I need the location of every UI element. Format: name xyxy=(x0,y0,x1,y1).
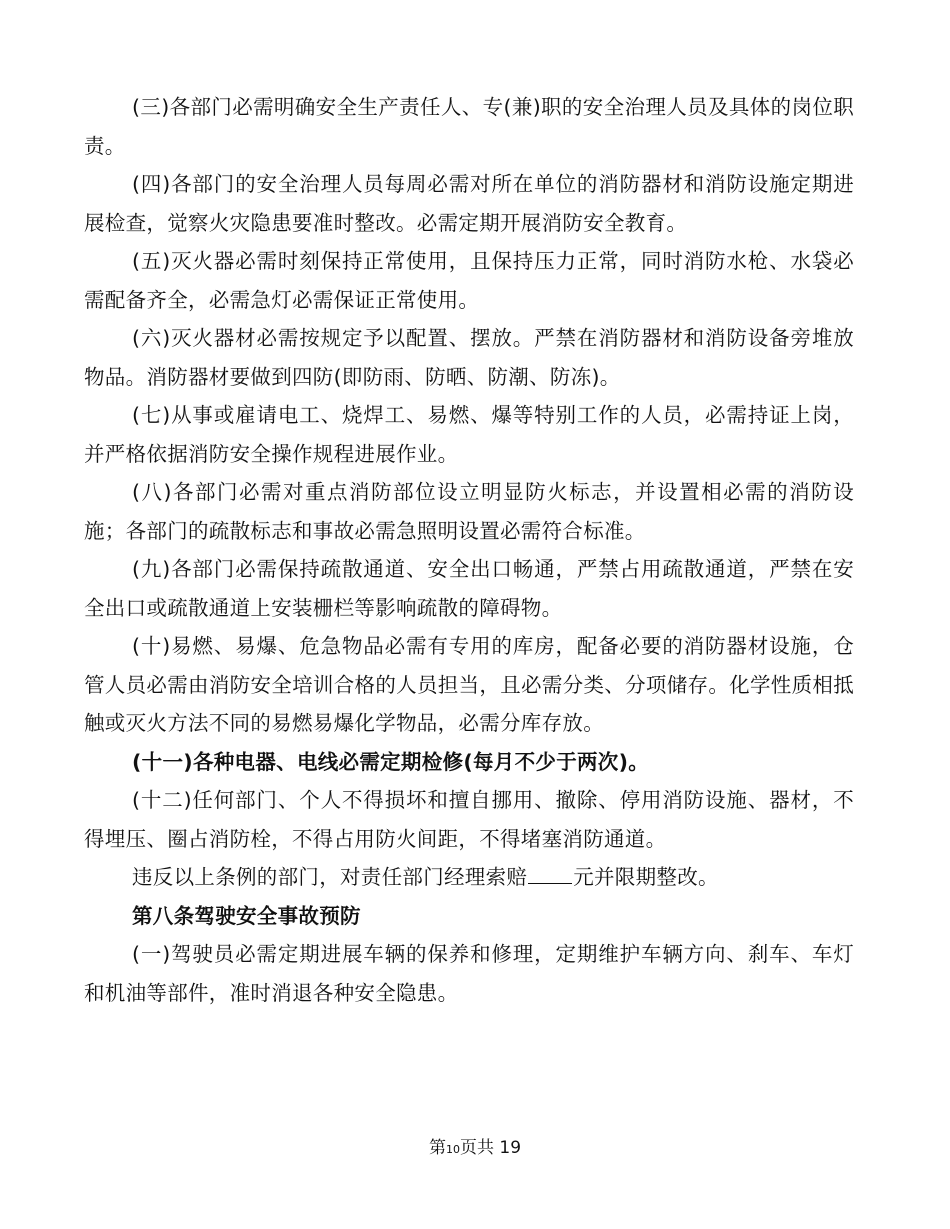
clause-3: (三)各部门必需明确安全生产责任人、专(兼)职的安全治理人员及具体的岗位职责。 xyxy=(84,95,854,158)
footer-middle: 页共 xyxy=(459,1138,494,1158)
penalty-clause xyxy=(84,858,854,897)
clause-12: (十二)任何部门、个人不得损坏和擅自挪用、撤除、停用消防设施、器材，不得埋压、圈占消防栓，不得占用防火间距，不得堵塞消防通道。 xyxy=(84,788,854,851)
amount-blank xyxy=(528,865,572,884)
current-page-number: 10 xyxy=(445,1143,460,1156)
penalty-text-after: 元并限期整改。 xyxy=(573,865,719,889)
clause-9: (九)各部门必需保持疏散通道、安全出口畅通，严禁占用疏散通道，严禁在安全出口或疏散通道上安装栅栏等影响疏散的障碍物。 xyxy=(84,557,854,620)
clause-10: (十)易燃、易爆、危急物品必需有专用的库房，配备必要的消防器材设施，仓管人员必需由消防安全培训合格的人员担当，且必需分类、分项储存。化学性质相抵触或灭火方法不同的易燃易爆化学物品，必需分库存放。 xyxy=(84,634,854,735)
clause-11: (十一)各种电器、电线必需定期检修(每月不少于两次)。 xyxy=(132,749,650,774)
clause-6: (六)灭火器材必需按规定予以配置、摆放。严禁在消防器材和消防设备旁堆放物品。消防器材要做到四防(即防雨、防晒、防潮、防冻)。 xyxy=(84,326,854,389)
document-body xyxy=(84,88,854,1012)
clause-7: (七)从事或雇请电工、烧焊工、易燃、爆等特别工作的人员，必需持证上岗，并严格依据消防安全操作规程进展作业。 xyxy=(84,403,854,466)
page-footer xyxy=(0,1133,950,1158)
footer-prefix: 第 xyxy=(428,1138,446,1158)
article-clause-1: (一)驾驶员必需定期进展车辆的保养和修理，定期维护车辆方向、刹车、车灯和机油等部件，准时消退各种安全隐患。 xyxy=(84,942,854,1005)
clause-5: (五)灭火器必需时刻保持正常使用，且保持压力正常，同时消防水枪、水袋必需配备齐全，必需急灯必需保证正常使用。 xyxy=(84,249,854,312)
clause-4: (四)各部门的安全治理人员每周必需对所在单位的消防器材和消防设施定期进展检查，觉察火灾隐患要准时整改。必需定期开展消防安全教育。 xyxy=(84,172,854,235)
clause-8: (八)各部门必需对重点消防部位设立明显防火标志，并设置相必需的消防设施；各部门的疏散标志和事故必需急照明设置必需符合标准。 xyxy=(84,480,854,543)
article-heading: 第八条驾驶安全事故预防 xyxy=(132,903,361,928)
total-pages: 19 xyxy=(499,1138,522,1158)
penalty-text-before: 违反以上条例的部门，对责任部门经理索赔 xyxy=(132,865,528,889)
